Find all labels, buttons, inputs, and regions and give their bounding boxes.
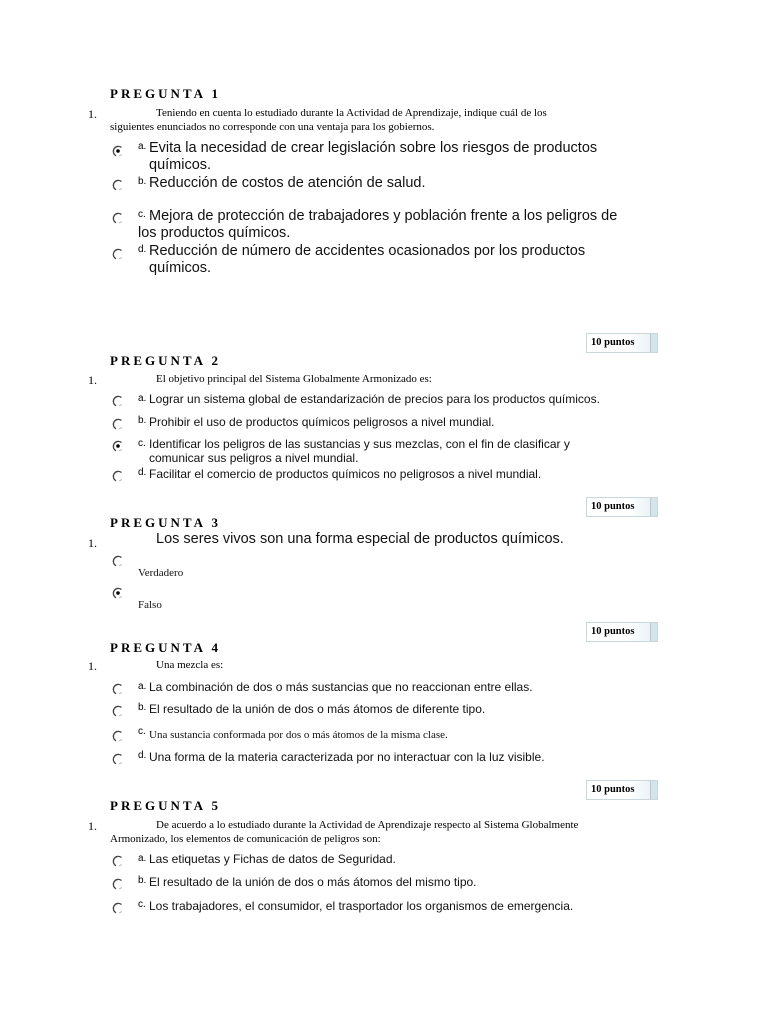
points-label: 10 puntos	[591, 626, 635, 637]
radio-icon[interactable]	[112, 705, 124, 717]
question-1-text-line2: siguientes enunciados no corresponde con una ventaja para los gobiernos.	[110, 121, 435, 133]
option-text-line2: químicos.	[149, 157, 212, 173]
radio-icon[interactable]	[112, 730, 124, 742]
radio-icon[interactable]	[112, 555, 124, 567]
question-5-text-line2: Armonizado, los elementos de comunicación de peligros son:	[110, 833, 381, 845]
option-text-line1: Verdadero	[138, 567, 184, 579]
option-letter: c.	[138, 899, 146, 910]
option-text-line1: Mejora de protección de trabajadores y población frente a los peligros de	[149, 208, 618, 224]
question-2-title: PREGUNTA 2	[110, 353, 222, 368]
question-1-text-line1: Teniendo en cuenta lo estudiado durante la Actividad de Aprendizaje, indique cuál de los	[156, 107, 547, 119]
option-text-line1: Identificar los peligros de las sustancias y sus mezclas, con el fin de clasificar y	[149, 437, 570, 451]
points-box	[586, 333, 658, 353]
question-4-number: 1.	[88, 659, 97, 673]
points-box	[586, 497, 658, 517]
points-label: 10 puntos	[591, 337, 635, 348]
points-label: 10 puntos	[591, 784, 635, 795]
question-2-number: 1.	[88, 373, 97, 387]
option-letter: c.	[138, 726, 146, 737]
option-text-line1: Evita la necesidad de crear legislación sobre los riesgos de productos	[149, 140, 598, 156]
option-letter: a.	[138, 681, 147, 692]
radio-selected-icon[interactable]	[112, 440, 124, 452]
option-text-line1: La combinación de dos o más sustancias que no reaccionan entre ellas.	[149, 680, 533, 694]
option-letter: a.	[138, 141, 147, 152]
option-letter: d.	[138, 244, 147, 255]
points-box	[586, 622, 658, 642]
question-5-text-line1: De acuerdo a lo estudiado durante la Actividad de Aprendizaje respecto al Sistema Globalmente	[156, 819, 579, 831]
question-2-text-line1: El objetivo principal del Sistema Globalmente Armonizado es:	[156, 373, 432, 385]
points-label: 10 puntos	[591, 501, 635, 512]
option-letter: b.	[138, 415, 147, 426]
option-text-line1: Reducción de número de accidentes ocasionados por los productos	[149, 243, 586, 259]
question-5-title: PREGUNTA 5	[110, 798, 222, 813]
radio-icon[interactable]	[112, 753, 124, 765]
question-4-title: PREGUNTA 4	[110, 640, 222, 655]
radio-icon[interactable]	[112, 878, 124, 890]
question-5-number: 1.	[88, 819, 97, 833]
option-text-line1: El resultado de la unión de dos o más átomos del mismo tipo.	[149, 875, 477, 889]
question-3-title: PREGUNTA 3	[110, 515, 222, 530]
option-text-line1: Falso	[138, 599, 162, 611]
radio-icon[interactable]	[112, 902, 124, 914]
radio-icon[interactable]	[112, 470, 124, 482]
option-letter: b.	[138, 176, 147, 187]
option-text-line1: El resultado de la unión de dos o más átomos de diferente tipo.	[149, 702, 486, 716]
option-text-line1: Reducción de costos de atención de salud.	[149, 175, 426, 191]
radio-icon[interactable]	[112, 418, 124, 430]
option-letter: d.	[138, 467, 147, 478]
option-letter: b.	[138, 702, 147, 713]
option-letter: d.	[138, 750, 147, 761]
option-text-line1: Facilitar el comercio de productos químicos no peligrosos a nivel mundial.	[149, 467, 542, 481]
points-box	[586, 780, 658, 800]
option-text-line1: Una sustancia conformada por dos o más átomos de la misma clase.	[149, 729, 448, 741]
radio-icon[interactable]	[112, 683, 124, 695]
radio-icon[interactable]	[112, 855, 124, 867]
radio-icon[interactable]	[112, 179, 124, 191]
option-text-line1: Las etiquetas y Fichas de datos de Seguridad.	[149, 852, 396, 866]
radio-selected-icon[interactable]	[112, 587, 124, 599]
option-text-line2: comunicar sus peligros a nivel mundial.	[149, 451, 359, 465]
option-text-line2: químicos.	[149, 260, 212, 276]
option-letter: c.	[138, 438, 146, 449]
question-1-title: PREGUNTA 1	[110, 86, 222, 101]
option-text-line1: Una forma de la materia caracterizada por no interactuar con la luz visible.	[149, 750, 545, 764]
radio-selected-icon[interactable]	[112, 145, 124, 157]
option-letter: a.	[138, 393, 147, 404]
question-3-number: 1.	[88, 536, 97, 550]
question-1-number: 1.	[88, 107, 97, 121]
question-3-text-line1: Los seres vivos son una forma especial de productos químicos.	[156, 531, 564, 547]
option-letter: a.	[138, 853, 147, 864]
option-text-line1: Los trabajadores, el consumidor, el trasportador los organismos de emergencia.	[149, 899, 574, 913]
radio-icon[interactable]	[112, 248, 124, 260]
question-4-text-line1: Una mezcla es:	[156, 659, 224, 671]
option-text-line1: Prohibir el uso de productos químicos peligrosos a nivel mundial.	[149, 415, 495, 429]
option-letter: b.	[138, 875, 147, 886]
option-letter: c.	[138, 209, 146, 220]
option-text-line2: los productos químicos.	[138, 225, 291, 241]
option-text-line1: Lograr un sistema global de estandarización de precios para los productos químicos.	[149, 392, 600, 406]
radio-icon[interactable]	[112, 212, 124, 224]
radio-icon[interactable]	[112, 395, 124, 407]
